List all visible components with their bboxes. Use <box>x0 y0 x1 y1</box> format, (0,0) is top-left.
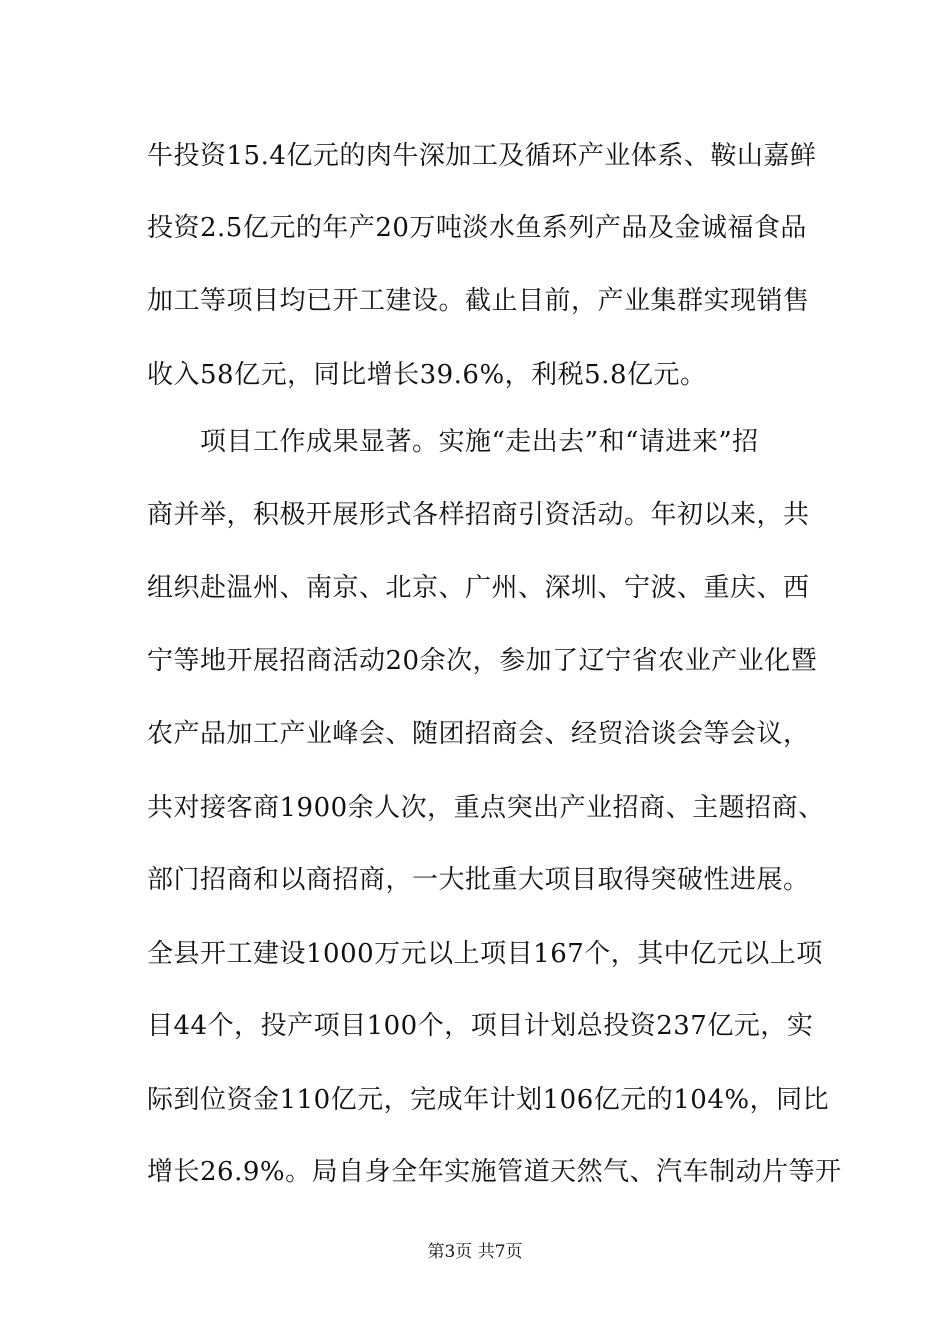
text-line-1: 牛投资15.4亿元的肉牛深加工及循环产业体系、鞍山嘉鲜 <box>147 141 817 171</box>
text-line-10: 共对接客商1900余人次，重点突出产业招商、主题招商、 <box>147 793 825 823</box>
text-line-3: 加工等项目均已开工建设。截止目前，产业集群实现销售 <box>147 286 810 316</box>
page-number-footer: 第3页 共7页 <box>427 1242 523 1262</box>
text-line-2: 投资2.5亿元的年产20万吨淡水鱼系列产品及金诚福食品 <box>147 213 807 243</box>
text-line-6: 商并举，积极开展形式各样招商引资活动。年初以来，共 <box>147 500 810 530</box>
text-line-12: 全县开工建设1000万元以上项目167个，其中亿元以上项 <box>147 939 823 969</box>
text-line-7: 组织赴温州、南京、北京、广州、深圳、宁波、重庆、西 <box>147 573 810 603</box>
text-line-15: 增长26.9%。局自身全年实施管道天然气、汽车制动片等开 <box>147 1157 842 1187</box>
text-line-8: 宁等地开展招商活动20余次，参加了辽宁省农业产业化暨 <box>147 646 818 676</box>
text-line-4: 收入58亿元，同比增长39.6%，利税5.8亿元。 <box>147 360 707 390</box>
text-line-11: 部门招商和以商招商，一大批重大项目取得突破性进展。 <box>147 865 810 895</box>
paragraph-start-line: 项目工作成果显著。实施“走出去”和“请进来”招 <box>200 427 759 457</box>
text-line-14: 际到位资金110亿元，完成年计划106亿元的104%，同比 <box>147 1085 830 1115</box>
text-line-13: 目44个，投产项目100个，项目计划总投资237亿元，实 <box>147 1011 814 1041</box>
text-line-9: 农产品加工产业峰会、随团招商会、经贸洽谈会等会议， <box>147 719 810 749</box>
